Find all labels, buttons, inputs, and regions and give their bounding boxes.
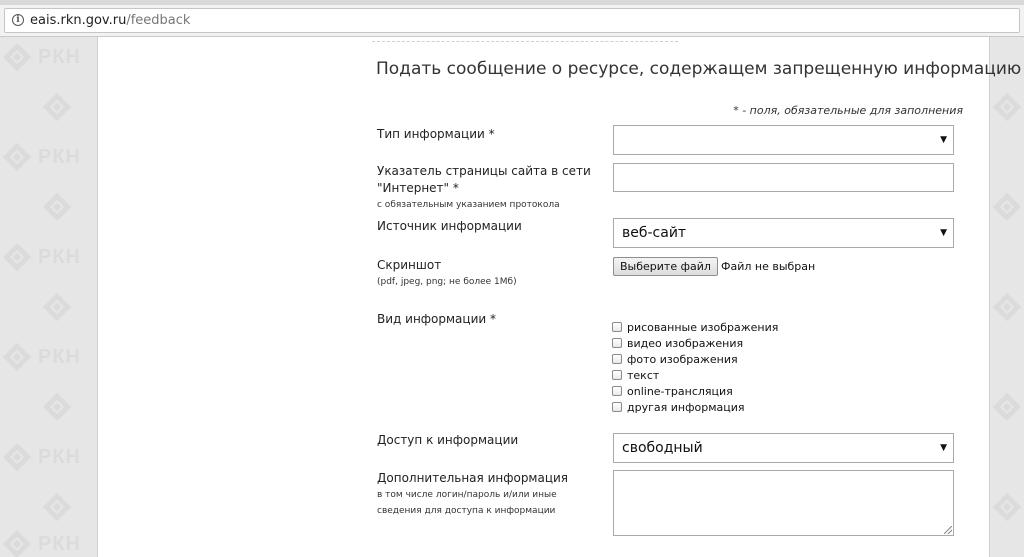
- checkbox-option[interactable]: [612, 319, 778, 335]
- screenshot-label: [377, 257, 517, 290]
- watermark-logo: [0, 140, 81, 174]
- watermark-logo: [990, 290, 1024, 324]
- info-type-label: Тип информации *: [377, 127, 495, 141]
- info-icon[interactable]: i: [12, 14, 24, 26]
- rkn-logo-icon: [0, 440, 34, 474]
- rkn-logo-icon: [990, 290, 1024, 324]
- checkbox-label: видео изображения: [627, 336, 744, 350]
- rkn-logo-icon: [40, 490, 74, 524]
- watermark-logo: [0, 340, 81, 374]
- source-select[interactable]: [613, 218, 954, 248]
- extra-info-hint-line2: сведения для доступа к информации: [377, 506, 556, 516]
- watermark-logo: [990, 190, 1024, 224]
- checkbox-label: фото изображения: [627, 352, 738, 366]
- watermark-logo: [990, 90, 1024, 124]
- checkbox-label: online-трансляция: [627, 384, 733, 398]
- checkbox-option[interactable]: [612, 399, 778, 415]
- page-url-label-line1: Указатель страницы сайта в сети: [377, 164, 591, 178]
- dropdown-arrow-icon: ▼: [940, 443, 947, 453]
- checkbox-option[interactable]: [612, 335, 778, 351]
- page-url-hint: с обязательным указанием протокола: [377, 200, 560, 210]
- checkbox[interactable]: [612, 322, 622, 332]
- watermark-logo: [990, 490, 1024, 524]
- source-value: веб-сайт: [622, 225, 687, 241]
- screenshot-label-text: Скриншот: [377, 258, 442, 272]
- page-url-input[interactable]: [613, 163, 954, 192]
- extra-info-label: [377, 470, 568, 519]
- rkn-logo-icon: [40, 190, 74, 224]
- watermark-logo: [40, 90, 74, 124]
- access-label: Доступ к информации: [377, 433, 519, 447]
- checkbox[interactable]: [612, 386, 622, 396]
- url-text: [30, 9, 190, 32]
- rkn-logo-icon: [0, 140, 34, 174]
- watermark-text: РКН: [38, 532, 81, 555]
- rkn-logo-icon: [990, 490, 1024, 524]
- rkn-logo-icon: [40, 390, 74, 424]
- checkbox-option[interactable]: [612, 367, 778, 383]
- checkbox[interactable]: [612, 338, 622, 348]
- resize-grip-icon[interactable]: [944, 526, 952, 534]
- browser-toolbar: [0, 5, 1024, 37]
- watermark-text: РКН: [38, 445, 81, 468]
- rkn-logo-icon: [0, 527, 34, 557]
- dropdown-arrow-icon: ▼: [940, 228, 947, 238]
- form-title: Подать сообщение о ресурсе, содержащем запрещенную информацию: [376, 59, 1022, 79]
- extra-info-hint-line1: в том числе логин/пароль и/или иные: [377, 490, 557, 500]
- checkbox-label: текст: [627, 368, 660, 382]
- watermark-logo: [40, 190, 74, 224]
- rkn-logo-icon: [990, 390, 1024, 424]
- page-url-label-line2: "Интернет" *: [377, 181, 459, 195]
- rkn-logo-icon: [40, 90, 74, 124]
- watermark-text: РКН: [38, 345, 81, 368]
- page-url-label: [377, 163, 591, 213]
- extra-info-label-text: Дополнительная информация: [377, 471, 569, 485]
- watermark-logo: [40, 290, 74, 324]
- extra-info-textarea[interactable]: [613, 470, 954, 536]
- checkbox-label: рисованные изображения: [627, 320, 779, 334]
- info-kind-label: Вид информации *: [377, 312, 496, 326]
- address-bar[interactable]: [4, 8, 1020, 33]
- checkbox[interactable]: [612, 402, 622, 412]
- file-status: Файл не выбран: [721, 260, 816, 273]
- required-note: * - поля, обязательные для заполнения: [733, 104, 963, 117]
- watermark-text: РКН: [38, 145, 81, 168]
- url-host: eais.rkn.gov.ru: [30, 13, 127, 28]
- watermark-logo: [40, 490, 74, 524]
- watermark-logo: [0, 527, 81, 557]
- header-remnant: [372, 37, 678, 42]
- url-path: /feedback: [126, 13, 191, 28]
- feedback-form-panel: [97, 37, 1022, 557]
- info-type-select[interactable]: [613, 125, 954, 155]
- watermark-logo: [0, 40, 81, 74]
- rkn-logo-icon: [990, 90, 1024, 124]
- rkn-logo-icon: [0, 240, 34, 274]
- watermark-text: РКН: [38, 45, 81, 68]
- rkn-logo-icon: [40, 290, 74, 324]
- info-kind-checkbox-list: [612, 319, 778, 415]
- checkbox[interactable]: [612, 354, 622, 364]
- checkbox[interactable]: [612, 370, 622, 380]
- watermark-text: РКН: [38, 245, 81, 268]
- access-value: свободный: [622, 440, 703, 456]
- screenshot-hint: (pdf, jpeg, png; не более 1Мб): [377, 277, 517, 287]
- source-label: Источник информации: [377, 219, 522, 233]
- checkbox-label: другая информация: [627, 400, 745, 414]
- rkn-logo-icon: [0, 340, 34, 374]
- checkbox-option[interactable]: [612, 383, 778, 399]
- choose-file-button[interactable]: Выберите файл: [613, 257, 718, 276]
- access-select[interactable]: [613, 433, 954, 463]
- checkbox-option[interactable]: [612, 351, 778, 367]
- dropdown-arrow-icon: ▼: [940, 135, 947, 145]
- rkn-logo-icon: [0, 40, 34, 74]
- watermark-logo: [990, 390, 1024, 424]
- watermark-logo: [0, 440, 81, 474]
- rkn-logo-icon: [990, 190, 1024, 224]
- watermark-logo: [40, 390, 74, 424]
- watermark-logo: [0, 240, 81, 274]
